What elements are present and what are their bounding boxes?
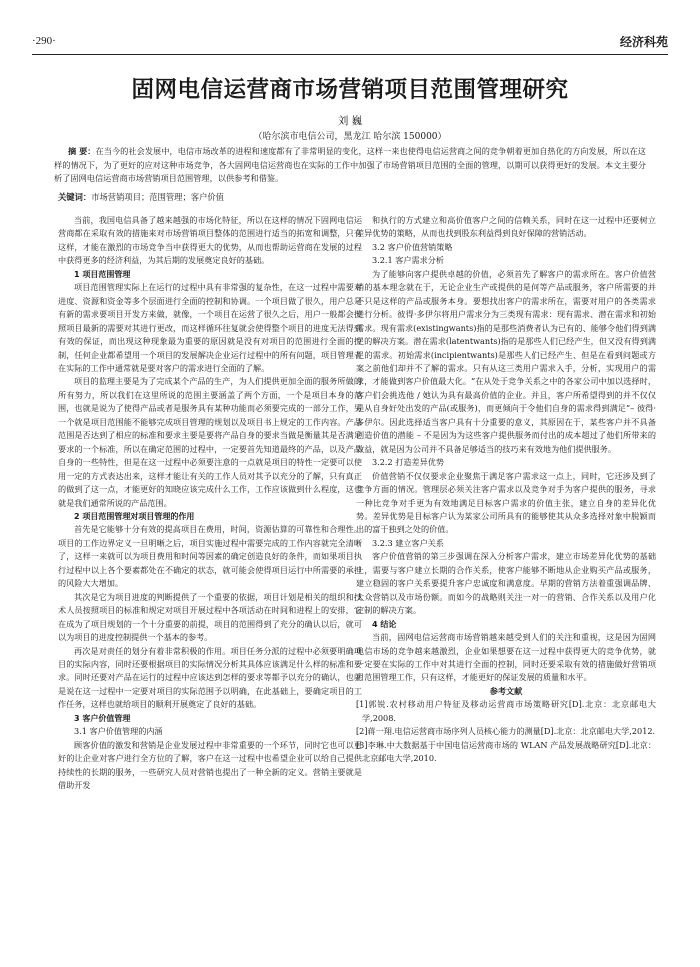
subsection-heading: 3.2.1 客户需求分析 [372,255,445,266]
abstract-label: 摘 要： [68,146,96,156]
body-paragraph: 首先是它能够十分有效的提高项目在费用，时间，资源估算的可靠性和合理性。项目的工作边界定义一旦明晰之后，项目实施过程中需要完成的工作内容就完全清晰了，这样一来就可以为项目费用和时间等因素的确定创造良好的条件，而如果项目执行过程中以上各个要素都处在不确定的状态，就可能会使得项目运行中所需要的承担的风险大大增加。 [58,524,362,589]
reference-entry: [2]蒋一翔.电信运营商市场序列人员核心能力的测量[D].北京：北京邮电大学,2012. [356,726,656,737]
subsection-heading: 3.2.3 建立客户关系 [372,537,445,548]
body-paragraph: 为了能够向客户提供卓越的价值，必须首先了解客户的需求所在。客户价值营销的基本理念就在于，无论企业生产或提供的是何等产品或服务，客户所需要的并不只是这样的产品或服务本身。要想找出客户的需求所在，需要对用户的各类需求进行分析。彼得·多伊尔将用户需求分为三类现有需求：现有需求、潜在需求和初始需求。现有需求(existingwants)指的是那些消费者认为已有的、能够令他们得到满足的解决方案。潜在需求(latentwants)指的是那些人们已经产生，但又没有得到满足的需求。初始需求(incipientwants)是那些人们已经产生、但是在看到问题或方案之前他们却并不了解的需求。只有从这三类用户需求入手，分析，实现用户的需求，才能做到客户价值最大化。“在从处于竞争关系之中的各家公司中加以选择时，客户们会挑选他 / 她认为具有最高价值的企业。并且，客户所希望得到的并不仅仅是从自身好处出发的产品(或服务)，而更倾向于令他们自身的需求得到满足”– 彼得·多伊尔。因此选择适当客户具有十分重要的意义，其原因在于，某些客户并不具备创造价值的潜能 – 不是因为为这些客户提供服务而付出的成本超过了他们所带来的效益，就是因为公司并不具备足够适当的技巧来有效地为他们提供服务。 [356,268,656,454]
body-paragraph: 项目范围管理实际上在运行的过程中具有非常强的复杂性，在这一过程中需要对进度、资源和资金等多个层面进行全面的控制和协调。一个项目做了很久，用户总是有新的需求要项目开发方来做，就像，一个项目在运营了很久之后，用户一般都会按照项目最新的需要对其进行更改，而这样循环往复就会使得整个项目的进度无法得到有效的保证，而出现这种现象最为重要的原因就是没有对项目的范围进行全面的控制，任何企业都希望用一个项目的发展解决企业运行过程中的所有问题，项目管理者在实际的工作中通常就是要对客户的需求进行全面的了解。 [58,282,362,373]
page-number: ·290· [32,35,56,47]
body-paragraph: 和执行的方式建立和高价值客户之间的信赖关系，同时在这一过程中还要树立差异优势的策略，从而也找到股东利益得到良好保障的营销活动。 [356,215,656,239]
abstract-text: 在当今的社会发展中，电信市场改革的进程和速度都有了非常明显的变化，这样一来也使得电信运营商之间的竞争朝着更加自热化的方向发展，所以在这样的情况下，为了更好的应对这种市场竞争，各大固网电信运营商也在实际的工作中加强了市场营销项目范围的全面的管理，以期可以获得更好的发展。本文主要分析了固网电信运营商市场营销项目范围管理，以供参考和借鉴。 [54,146,646,184]
body-paragraph: 顾客价值的激发和营销是企业发展过程中非常重要的一个环节，同时它也可以更好的让企业对客户进行全方位的了解，客户在这一过程中也希望企业可以给自己提供持续性的长期的服务，一些研究人员对营销也提出了一种全新的定义。营销主要就是借助开发 [58,739,362,791]
left-column [58,214,362,792]
keywords-text: 市场营销项目；范围管理；客户价值 [91,192,224,202]
section-heading: 2 项目范围管理对项目管理的作用 [74,511,195,521]
section-heading: 3 客户价值管理 [74,713,131,723]
journal-name: 经济科苑 [619,35,668,49]
body-paragraph: 再次是对责任的划分有着非常积极的作用。项目任务分派的过程中必须要明确项目的实际内容，同时还要根据项目的实际情况分析其具体应该满足什么样的标准和要求。同时还要对产品在运行的过程中应该达到怎样的要求等都予以充分的确认，也就是说在这一过程中一定要对项目的实际范围予以明确，在此基础上，要确定项目的工作任务，这样也就给项目的顺利开展奠定了良好的基础。 [58,645,362,710]
body-paragraph: 当前，我国电信具备了越来越强的市场化特征，所以在这样的情况下固网电信运营商都在采取有效的措施来对市场营销项目整体的范围进行适当的拓宽和调整，只有这样，才能在激烈的市场竞争当中获得更大的优势，从而也帮助运营商在发展的过程中获得更多的经济利益，为其后期的发展奠定良好的基础。 [58,215,362,266]
body-paragraph: 其次是它为项目进度的判断提供了一个重要的依据，项目计划是相关的组织和技术人员按照项目的标准和规定对项目开展过程中各项活动在时间和进程上的安排，它在成为了项目规划的一个十分重要的前提，项目的范围得到了充分的确认以后，就可以为项目的进度控制提供一个基本的参考。 [58,591,362,643]
section-heading: 1 项目范围管理 [74,269,131,279]
author-affiliation: （哈尔滨市电信公司，黑龙江 哈尔滨 150000） [253,132,447,142]
body-paragraph: 客户价值营销的第三步强调在深入分析客户需求，建立市场差异化优势的基础上，需要与客户建立长期的合作关系，使客户能够不断地从企业购买产品或服务，建立稳固的客户关系要提升客户忠诚度和满意度。早期的营销方法着重强调品牌、大众营销以及市场份额。而如今的战略则关注一对一的营销、合作关系以及用户化定制的解决方案。 [356,551,656,616]
body-paragraph: 当前，固网电信运营商市场营销越来越受到人们的关注和重视，这是因为固网电信市场的竞争越来越激烈，企业如果想要在这一过程中获得更大的竞争优势，就一定要在实际的工作中对其进行全面的控制，同时还要采取有效的措施做好营销项目范围管理工作，只有这样，才能更好的保证发展的质量和水平。 [356,632,656,683]
subsection-heading: 3.1 客户价值管理的内涵 [74,726,163,737]
subsection-heading: 3.2.2 打造差异优势 [372,457,445,468]
reference-entry: [3]李琳.中大数据基于中国电信运营商市场的 WLAN 产品发展战略研究[D].北京：北京邮电大学,2010. [356,739,656,764]
body-paragraph: 项目的监理主要是为了完成某个产品的生产，为人们提供更加全面的服务所做的所有努力，所以我们在这里所说的范围主要涵盖了两个方面，一个是项目本身的范围，也就是说为了使得产品或者是服务具有某种功能而必须要完成的一部分工作，另一个就是项目范围能不能够完成项目管理的规划以及项目书上规定的工作内容。产品范围是否达到了相应的标准和要求主要是要将产品自身的要求当做是衡量其是否满足要求的一个标准，所以在确定范围的过程中，一定要首先知道最终的产品，以及产品自身的一些特性，但是在这一过程中必须要注意的一点就是项目的特性一定要可以使用一定的方式表达出来，这样才能让有关的工作人员对其予以充分的了解，只有真正的做到了这一点，才能更好的知晓应该完成什么工作，工作应该做到什么程度，这也就是我们通常所说的产品范围。 [58,376,362,508]
references-heading: 参考文献 [489,685,523,696]
section-heading: 4 结论 [372,619,397,629]
body-paragraph: 价值营销不仅仅要求企业聚焦于满足客户需求这一点上，同时，它还涉及到了竞争方面的情况。管理层必须关注客户需求以及竞争对手为客户提供的服务，寻求一种比竞争对手更为有效地满足目标客户需求的价值主张，建立自身的差异化优势。差异优势是目标客户认为某家公司所具有的能够使其从众多选择对象中脱颖而出的富于独到之处的价值。 [356,470,656,535]
keywords-label: 关键词： [58,192,92,202]
reference-entry: [1]郭锐.农村移动用户特征及移动运营商市场策略研究[D].北京：北京邮电大学,2008. [356,699,656,723]
article-title: 固网电信运营商市场营销项目范围管理研究 [131,77,569,103]
article-author: 刘 巍 [337,115,363,127]
page-header [32,30,668,55]
abstract [54,145,646,186]
right-column [356,214,656,766]
subsection-heading: 3.2 客户价值营销策略 [372,241,453,252]
keywords [58,191,646,203]
